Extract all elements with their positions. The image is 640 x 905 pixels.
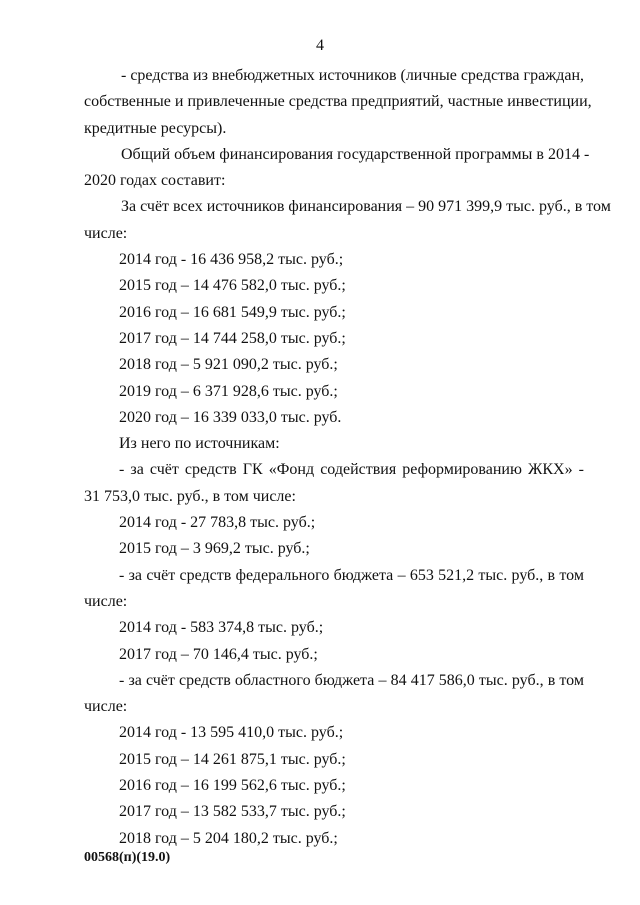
text-line: 2015 год – 3 969,2 тыс. руб.; [119, 540, 310, 558]
text-line: - за счёт средств федерального бюджета – 653 521,2 тыс. руб., в том [119, 566, 584, 584]
text-line: 2020 годах составит: [84, 172, 226, 190]
text-line: За счёт всех источников финансирования – 90 971 399,9 тыс. руб., в том [121, 198, 611, 216]
text-line: числе: [84, 698, 128, 716]
text-line: 2015 год – 14 261 875,1 тыс. руб.; [119, 750, 346, 768]
text-line: числе: [84, 592, 128, 610]
text-line: - за счёт средств областного бюджета – 84 417 586,0 тыс. руб., в том [119, 671, 584, 689]
text-line: - за счёт средств ГК «Фонд содействия реформированию ЖКХ» - [119, 461, 584, 479]
text-line: 2018 год – 5 204 180,2 тыс. руб.; [119, 829, 338, 847]
text-line: 2017 год – 14 744 258,0 тыс. руб.; [119, 329, 346, 347]
text-line: 2014 год - 27 783,8 тыс. руб.; [119, 514, 316, 532]
text-line: 2020 год – 16 339 033,0 тыс. руб. [119, 408, 342, 426]
text-line: собственные и привлеченные средства предприятий, частные инвестиции, [84, 93, 592, 111]
page-number: 4 [316, 37, 324, 54]
text-line: 2016 год – 16 681 549,9 тыс. руб.; [119, 303, 346, 321]
text-line: 2014 год - 13 595 410,0 тыс. руб.; [119, 724, 344, 742]
text-line: числе: [84, 224, 128, 242]
text-line: кредитные ресурсы). [84, 119, 227, 137]
text-line: 2017 год – 70 146,4 тыс. руб.; [119, 645, 318, 663]
text-line: 2017 год – 13 582 533,7 тыс. руб.; [119, 803, 346, 821]
text-line: Общий объем финансирования государственной программы в 2014 - [121, 145, 590, 163]
document-body [84, 63, 611, 852]
text-line: 2014 год - 583 374,8 тыс. руб.; [119, 619, 324, 637]
text-line: Из него по источникам: [119, 435, 280, 453]
text-line: 2018 год – 5 921 090,2 тыс. руб.; [119, 356, 338, 374]
text-line: 2015 год – 14 476 582,0 тыс. руб.; [119, 277, 346, 295]
text-line: 2014 год - 16 436 958,2 тыс. руб.; [119, 251, 344, 269]
text-line: 31 753,0 тыс. руб., в том числе: [84, 487, 296, 505]
text-line: - средства из внебюджетных источников (личные средства граждан, [121, 67, 585, 84]
text-line: 2019 год – 6 371 928,6 тыс. руб.; [119, 382, 338, 400]
document-code: 00568(п)(19.0) [84, 850, 171, 865]
text-line: 2016 год – 16 199 562,6 тыс. руб.; [119, 777, 346, 795]
